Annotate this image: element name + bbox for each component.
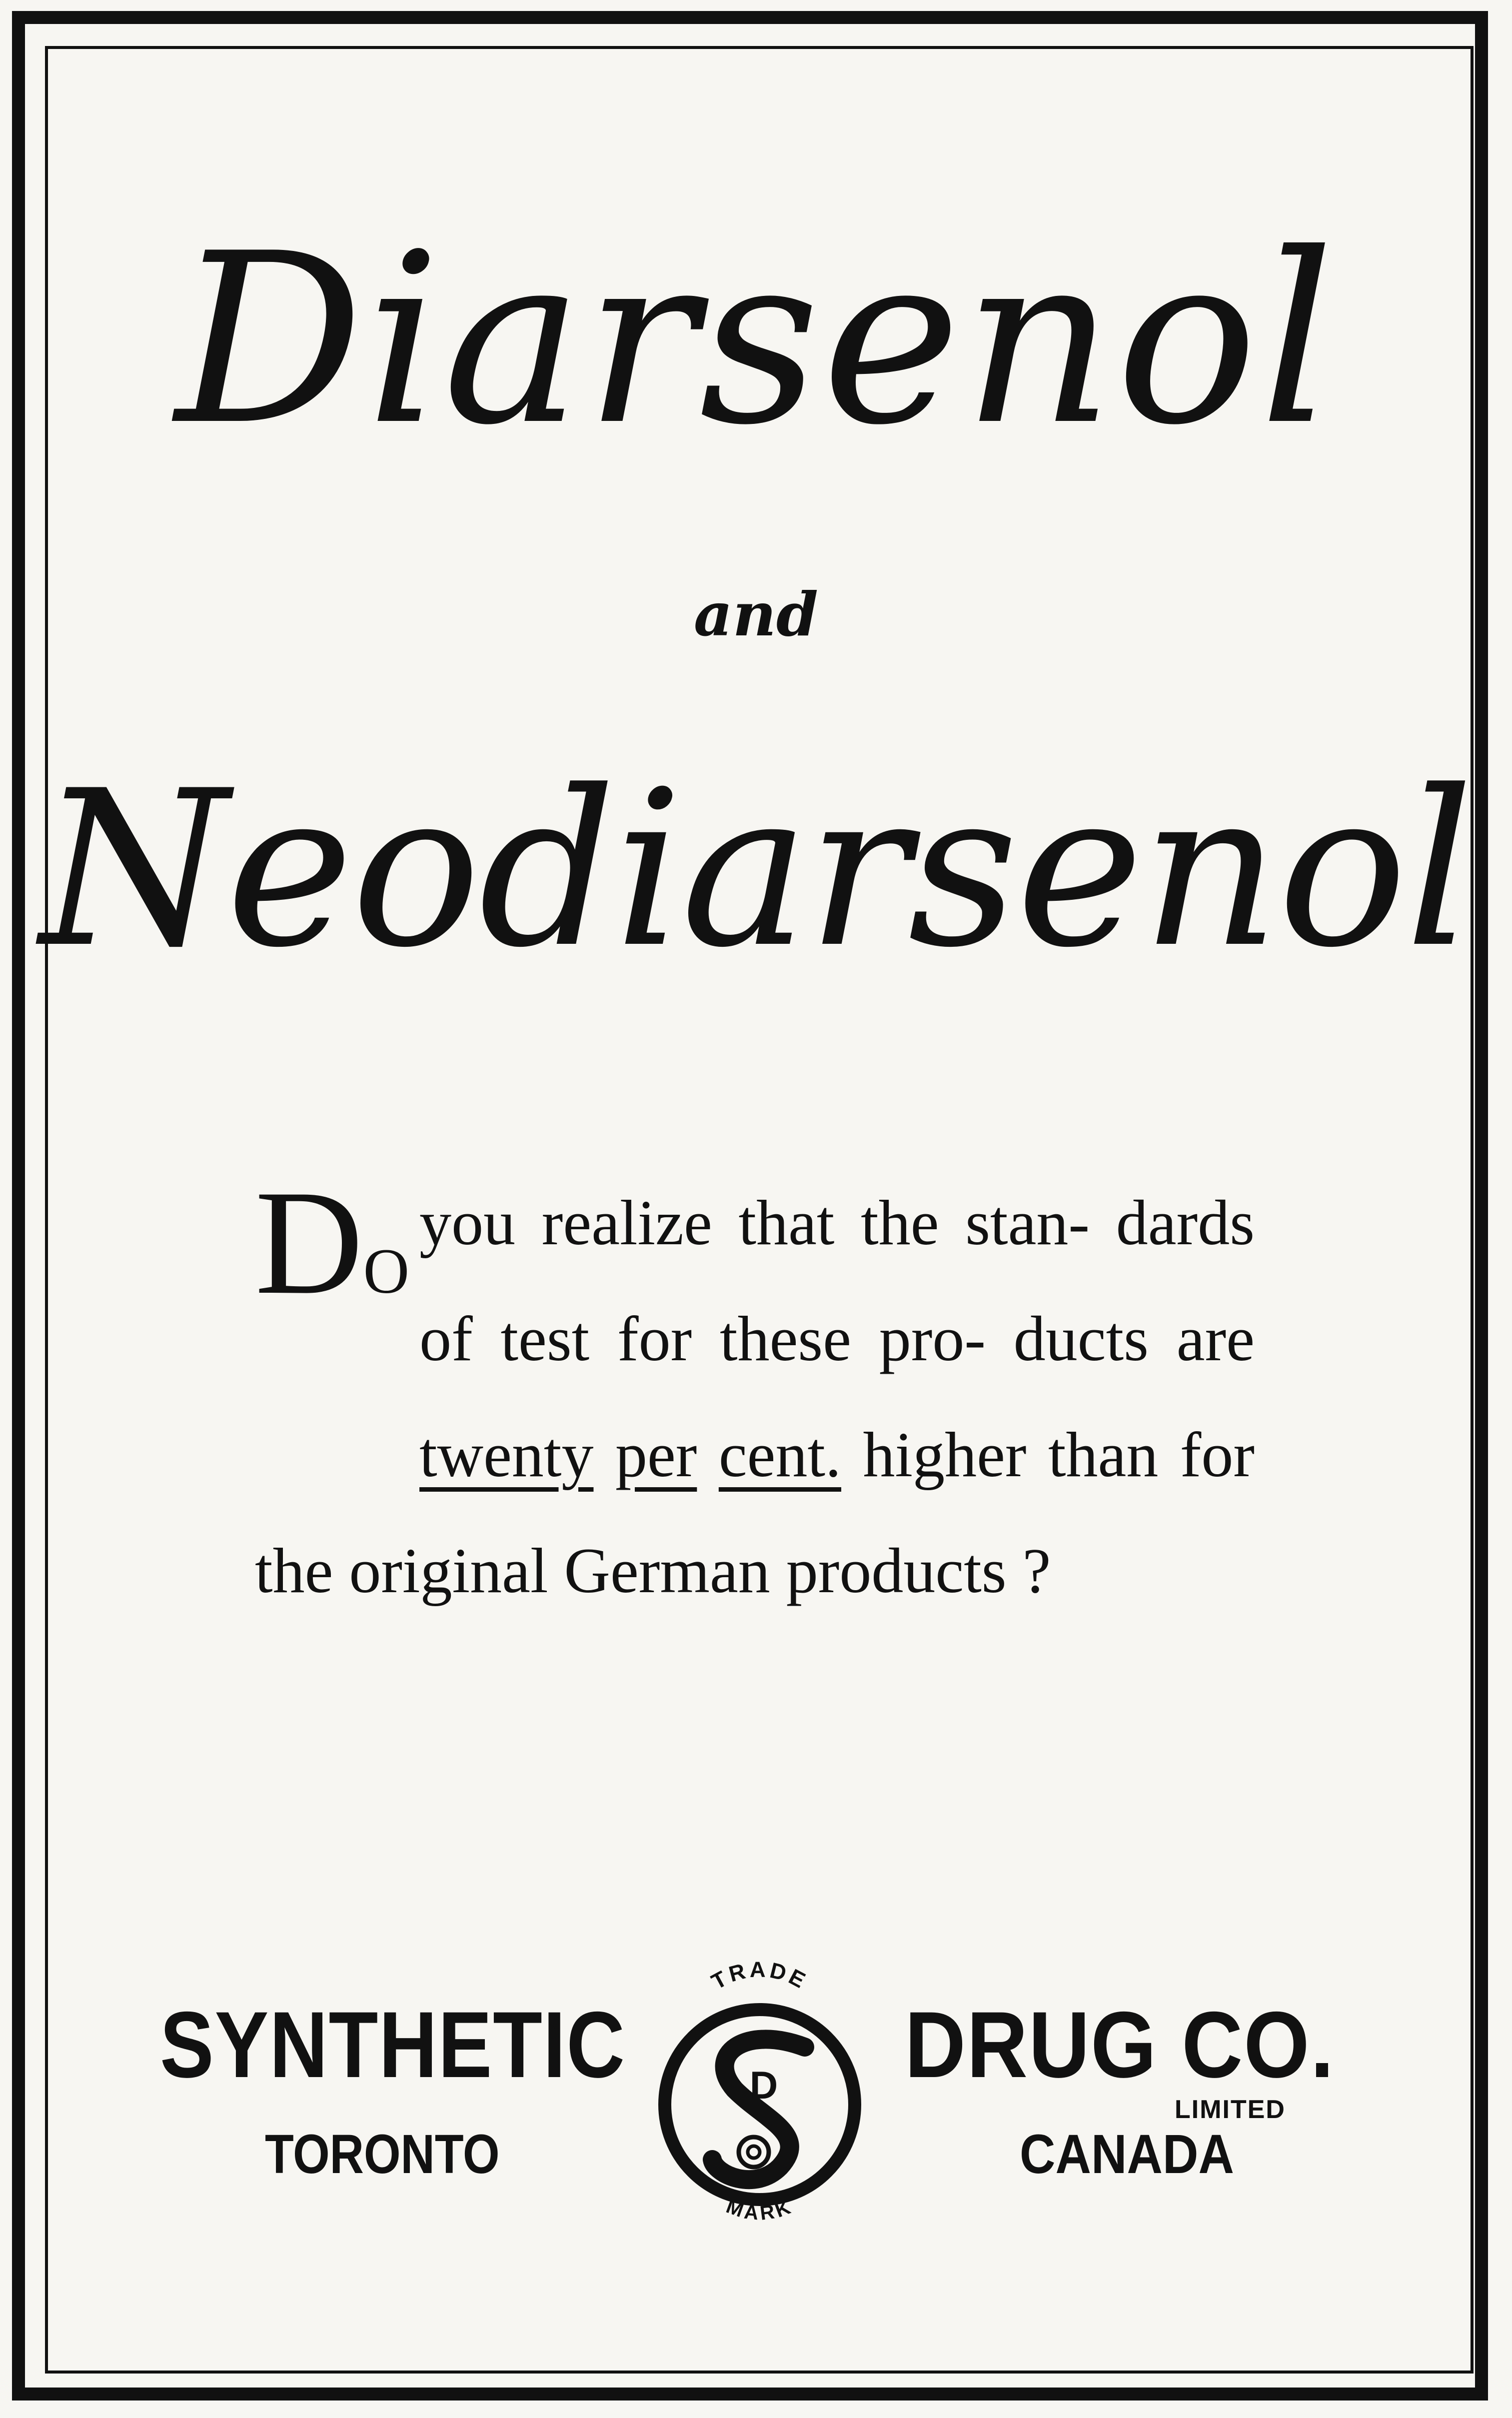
company-suffix: LIMITED: [1175, 2095, 1286, 2124]
company-city: TORONTO: [265, 2124, 500, 2185]
seal-s-stroke: [712, 2039, 805, 2180]
emphasis-per: per: [615, 1419, 697, 1490]
seal-c-ring: [739, 2137, 769, 2167]
body-line-3-start: ducts are: [1013, 1303, 1255, 1374]
product-title-diarsenol: Diarsenol: [175, 203, 1337, 476]
body-line-1: you realize that the stan-: [419, 1187, 1090, 1258]
body-line-2: dards of test for these pro-: [419, 1187, 1255, 1374]
seal-d-letter: D: [749, 2063, 778, 2107]
body-line-5: products ?: [786, 1535, 1051, 1606]
body-paragraph: [255, 1159, 1255, 1629]
trademark-top-text: TRADE: [707, 1957, 812, 1995]
connector-word: and: [694, 579, 818, 650]
drop-cap-tail: O: [363, 1236, 410, 1307]
body-line-4: than for the original German: [255, 1419, 1255, 1606]
seal-o-ring: [748, 2146, 760, 2158]
drop-cap: DO: [255, 1159, 410, 1325]
emphasis-twenty: twenty: [419, 1419, 594, 1490]
emphasis-cent: cent.: [718, 1419, 842, 1490]
company-name-left: SYNTHETIC: [160, 1992, 626, 2097]
company-country: CANADA: [1020, 2124, 1234, 2185]
company-name-right: DRUG CO.: [905, 1992, 1335, 2097]
trademark-seal-icon: [630, 1940, 890, 2240]
trademark-seal-graphic: [630, 1940, 890, 2240]
product-title-neodiarsenol: Neodiarsenol: [40, 745, 1472, 995]
trademark-bottom-text: MARK: [723, 2195, 796, 2225]
body-line-3-end: higher: [863, 1419, 1027, 1490]
